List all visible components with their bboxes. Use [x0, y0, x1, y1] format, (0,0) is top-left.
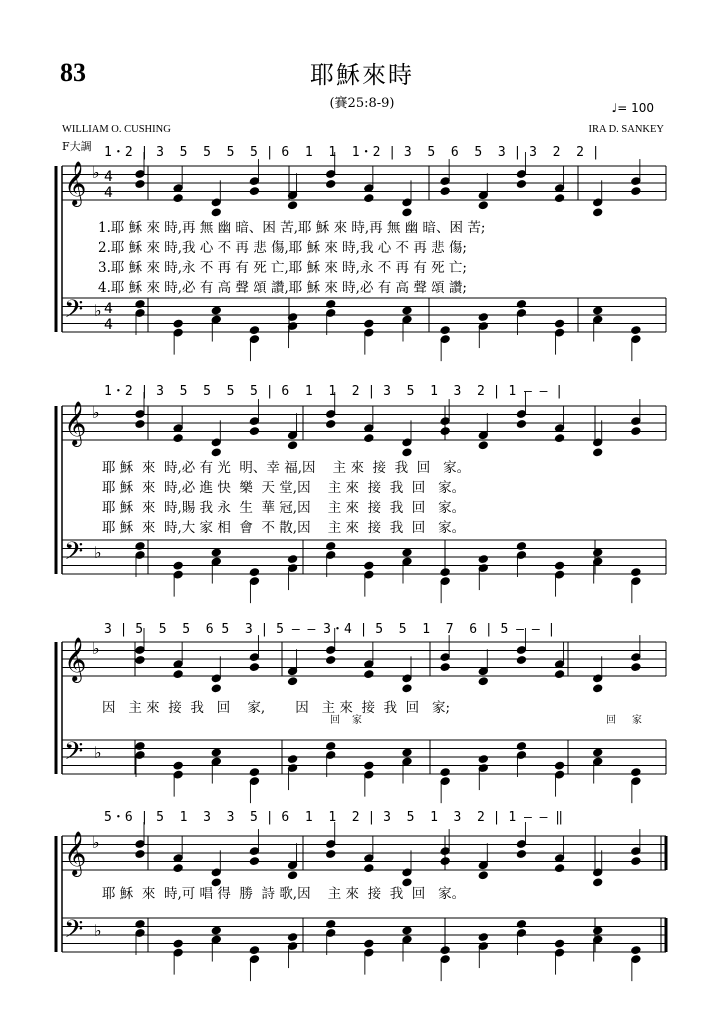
- note-head: [402, 748, 412, 757]
- alto-word-3: 回: [606, 715, 616, 726]
- note-head: [516, 180, 526, 189]
- note-head: [478, 871, 488, 880]
- note-head: [135, 850, 145, 859]
- note-head: [593, 878, 603, 887]
- treble-clef-icon: 𝄞: [64, 637, 87, 681]
- treble-clef-icon: 𝄞: [64, 161, 87, 205]
- flat-icon: ♭: [92, 403, 100, 422]
- note-head: [173, 194, 183, 203]
- alto-word-1: 回: [330, 715, 340, 726]
- note-head: [478, 201, 488, 210]
- note-head: [554, 434, 564, 443]
- bass-clef-icon: 𝄢: [64, 737, 84, 772]
- lyricist: WILLIAM O. CUSHING: [62, 124, 171, 135]
- note-head: [211, 306, 221, 315]
- tempo-value: = 100: [617, 101, 654, 115]
- lyrics-s3-v1: 因 主 來 接 我 回 家, 因 主 來 接 我 回 家;: [102, 700, 451, 716]
- note-head: [631, 427, 641, 436]
- note-head: [364, 939, 374, 948]
- note-head: [402, 548, 412, 557]
- note-head: [173, 319, 183, 328]
- note-head: [478, 677, 488, 686]
- note-head: [135, 300, 145, 309]
- note-head: [631, 187, 641, 196]
- note-head: [402, 926, 412, 935]
- bass-clef-icon: 𝄢: [64, 537, 84, 572]
- note-head: [593, 208, 603, 217]
- note-head: [593, 926, 603, 935]
- note-head: [478, 933, 488, 942]
- note-head: [364, 194, 374, 203]
- treble-clef-icon: 𝄞: [64, 401, 87, 445]
- note-head: [440, 187, 450, 196]
- note-head: [554, 561, 564, 570]
- note-head: [249, 187, 259, 196]
- note-head: [287, 441, 297, 450]
- note-head: [554, 670, 564, 679]
- lyrics-s2-v1: 耶 穌 來 時,必 有 光 明、幸 福,因 主 來 接 我 回 家。: [102, 460, 471, 476]
- jianpu-line-4: 5・6 | 5 1 3 3 5 | 6 1 1 2 | 3 5 1 3 2 | 1 – – ‖: [104, 810, 564, 825]
- note-head: [249, 663, 259, 672]
- flat-icon: ♭: [94, 543, 102, 562]
- note-head: [326, 850, 336, 859]
- lyrics-s1-v3: 3.耶 穌 來 時,永 不 再 有 死 亡,耶 穌 來 時,永 不 再 有 死 亡;: [98, 260, 467, 276]
- note-head: [440, 568, 450, 577]
- lyrics-s2-v2: 耶 穌 來 時,必 進 快 樂 天 堂,因 主 來 接 我 回 家。: [102, 480, 466, 496]
- note-head: [631, 946, 641, 955]
- note-head: [364, 761, 374, 770]
- note-head: [593, 684, 603, 693]
- time-sig-bottom: 4: [104, 185, 113, 201]
- note-head: [326, 742, 336, 751]
- bass-clef-icon: 𝄢: [64, 295, 84, 330]
- note-head: [554, 864, 564, 873]
- note-head: [631, 768, 641, 777]
- flat-icon: ♭: [92, 163, 100, 182]
- alto-word-4: 家: [632, 715, 642, 726]
- note-head: [593, 448, 603, 457]
- note-head: [478, 555, 488, 564]
- note-head: [631, 326, 641, 335]
- note-head: [631, 663, 641, 672]
- note-head: [516, 742, 526, 751]
- note-head: [364, 561, 374, 570]
- note-head: [173, 864, 183, 873]
- note-head: [402, 306, 412, 315]
- lyrics-s2-v3: 耶 穌 來 時,賜 我 永 生 華 冠,因 主 來 接 我 回 家。: [102, 500, 466, 516]
- note-head: [516, 656, 526, 665]
- note-head: [287, 555, 297, 564]
- note-head: [135, 180, 145, 189]
- note-head: [249, 427, 259, 436]
- note-head: [135, 920, 145, 929]
- lyrics-s4-v1: 耶 穌 來 時,可 唱 得 勝 詩 歌,因 主 來 接 我 回 家。: [102, 886, 466, 902]
- note-head: [211, 926, 221, 935]
- note-head: [211, 748, 221, 757]
- note-head: [326, 300, 336, 309]
- note-head: [364, 864, 374, 873]
- note-head: [287, 677, 297, 686]
- note-head: [135, 420, 145, 429]
- note-head: [440, 427, 450, 436]
- flat-icon: ♭: [94, 743, 102, 762]
- treble-clef-icon: 𝄞: [64, 831, 87, 875]
- note-head: [287, 755, 297, 764]
- note-head: [516, 420, 526, 429]
- jianpu-line-3: 3 | 5 5 5 6 5 3 | 5 – – 3・4 | 5 5 1 7 6 | 5 – – |: [104, 622, 556, 637]
- hymn-number: 83: [60, 58, 86, 87]
- note-head: [173, 939, 183, 948]
- note-head: [326, 656, 336, 665]
- flat-icon: ♭: [94, 921, 102, 940]
- note-head: [440, 946, 450, 955]
- note-head: [516, 300, 526, 309]
- note-head: [516, 850, 526, 859]
- flat-icon: ♭: [92, 833, 100, 852]
- note-head: [287, 871, 297, 880]
- note-head: [326, 180, 336, 189]
- note-head: [593, 306, 603, 315]
- jianpu-line-1: 1・2 | 3 5 5 5 5 | 6 1 1 1・2 | 3 5 6 5 3 | 3 2 2 |: [104, 145, 600, 160]
- note-head: [287, 933, 297, 942]
- scripture-reference: (賽25:8-9): [329, 96, 395, 111]
- lyrics-s1-v1: 1.耶 穌 來 時,再 無 幽 暗、困 苦,耶 穌 來 時,再 無 幽 暗、困 苦;: [98, 220, 486, 236]
- note-head: [173, 670, 183, 679]
- flat-icon: ♭: [92, 639, 100, 658]
- note-head: [440, 326, 450, 335]
- time-sig-top: 4: [104, 169, 113, 185]
- lyrics-s2-v4: 耶 穌 來 時,大 家 相 會 不 散,因 主 來 接 我 回 家。: [102, 520, 466, 536]
- note-head: [249, 946, 259, 955]
- note-head: [135, 742, 145, 751]
- note-head: [478, 755, 488, 764]
- key-signature-label: F大調: [62, 140, 92, 153]
- note-head: [211, 684, 221, 693]
- time-sig-bottom: 4: [104, 317, 113, 333]
- note-head: [173, 434, 183, 443]
- lyrics-s1-v2: 2.耶 穌 來 時,我 心 不 再 悲 傷,耶 穌 來 時,我 心 不 再 悲 傷;: [98, 240, 467, 256]
- flat-icon: ♭: [94, 301, 102, 320]
- note-head: [478, 313, 488, 322]
- note-head: [249, 768, 259, 777]
- hymn-title: 耶穌來時: [310, 61, 414, 89]
- bass-clef-icon: 𝄢: [64, 915, 84, 950]
- note-head: [593, 748, 603, 757]
- jianpu-line-2: 1・2 | 3 5 5 5 5 | 6 1 1 2 | 3 5 1 3 2 | 1 – – |: [104, 384, 564, 399]
- time-sig-top: 4: [104, 301, 113, 317]
- note-head: [554, 319, 564, 328]
- note-head: [249, 326, 259, 335]
- note-head: [211, 548, 221, 557]
- note-head: [135, 656, 145, 665]
- note-head: [516, 920, 526, 929]
- note-head: [326, 420, 336, 429]
- note-head: [593, 548, 603, 557]
- note-head: [554, 939, 564, 948]
- note-head: [440, 663, 450, 672]
- note-head: [440, 857, 450, 866]
- note-head: [326, 920, 336, 929]
- note-head: [440, 768, 450, 777]
- note-head: [364, 434, 374, 443]
- note-head: [326, 542, 336, 551]
- note-head: [249, 857, 259, 866]
- note-head: [173, 561, 183, 570]
- note-head: [516, 542, 526, 551]
- note-head: [402, 684, 412, 693]
- note-head: [249, 568, 259, 577]
- note-head: [631, 568, 641, 577]
- note-head: [554, 761, 564, 770]
- note-head: [554, 194, 564, 203]
- note-head: [631, 857, 641, 866]
- quarter-note-icon: ♩: [611, 101, 618, 115]
- composer: IRA D. SANKEY: [588, 124, 664, 135]
- note-head: [364, 670, 374, 679]
- note-head: [364, 319, 374, 328]
- lyrics-s1-v4: 4.耶 穌 來 時,必 有 高 聲 頌 讚,耶 穌 來 時,必 有 高 聲 頌 讚;: [98, 280, 467, 296]
- note-head: [135, 542, 145, 551]
- note-head: [173, 761, 183, 770]
- note-head: [478, 441, 488, 450]
- note-head: [287, 201, 297, 210]
- alto-word-2: 家: [352, 715, 362, 726]
